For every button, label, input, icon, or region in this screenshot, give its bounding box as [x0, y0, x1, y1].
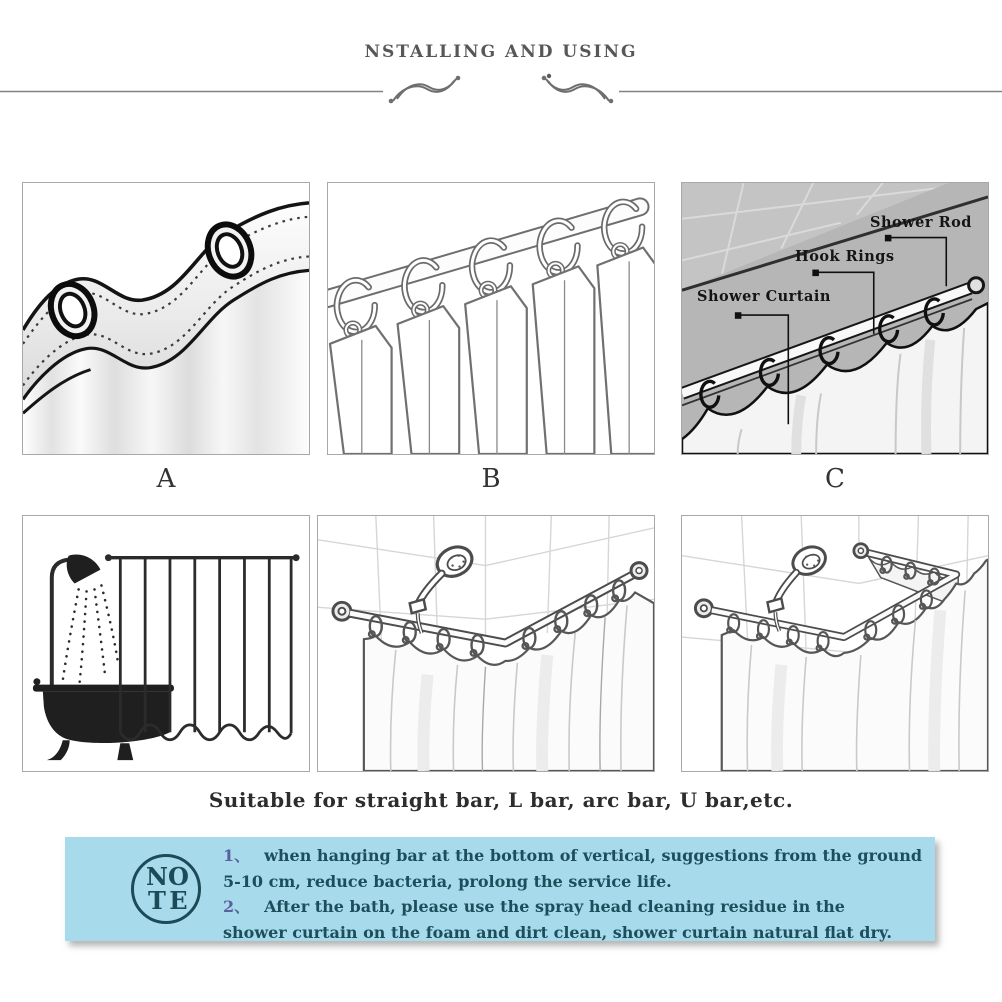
note-item-1-line-2: 5-10 cm, reduce bacteria, prolong the service life. — [223, 871, 672, 891]
flourish-left-icon — [389, 76, 461, 104]
panel-a-grommet-detail — [22, 182, 310, 455]
figure-label-b: B — [481, 464, 501, 494]
note-text — [223, 843, 922, 945]
note-item-1-number: 1、 — [223, 846, 251, 865]
figure-label-c: C — [825, 464, 845, 494]
figure-label-a: A — [156, 464, 176, 494]
grommet-closeup-illustration — [23, 183, 309, 454]
u-shaped-rod-illustration — [682, 516, 988, 771]
note-badge-letter: O — [167, 862, 189, 891]
note-item-2-line-1: 2、 After the bath, please use the spray head cleaning residue in the — [223, 897, 845, 916]
suitability-caption: Suitable for straight bar, L bar, arc bar, U bar,etc. — [208, 788, 794, 812]
note-box — [65, 837, 935, 941]
shower-curtain-label: Shower Curtain — [697, 288, 831, 305]
panel-b-rings-detail — [327, 182, 655, 455]
note-badge-letter: T — [148, 886, 166, 915]
panel-e-l-bar-scene — [317, 515, 655, 772]
note-badge-letter: E — [169, 886, 188, 915]
panel-c-labeled-parts — [681, 182, 989, 455]
note-badge-icon — [131, 854, 201, 924]
decorative-divider — [0, 72, 1002, 108]
page-title: NSTALLING AND USING — [364, 42, 638, 62]
panel-d-bathtub-scene — [22, 515, 310, 772]
flourish-right-icon — [542, 76, 614, 104]
note-item-1-line-1: 1、 when hanging bar at the bottom of vertical, suggestions from the ground — [223, 846, 923, 865]
bathtub-shower-illustration — [23, 516, 309, 771]
l-shaped-rod-illustration — [318, 516, 654, 771]
note-item-2-number: 2、 — [223, 897, 251, 916]
shower-rod-label: Shower Rod — [870, 214, 972, 231]
note-item-2-line-2: shower curtain on the foam and dirt clean, shower curtain natural flat dry. — [223, 922, 892, 942]
note-badge-letter: N — [146, 862, 168, 891]
panel-f-u-bar-scene — [681, 515, 989, 772]
hook-rings-label: Hook Rings — [795, 248, 895, 265]
hook-rings-illustration — [328, 183, 654, 454]
